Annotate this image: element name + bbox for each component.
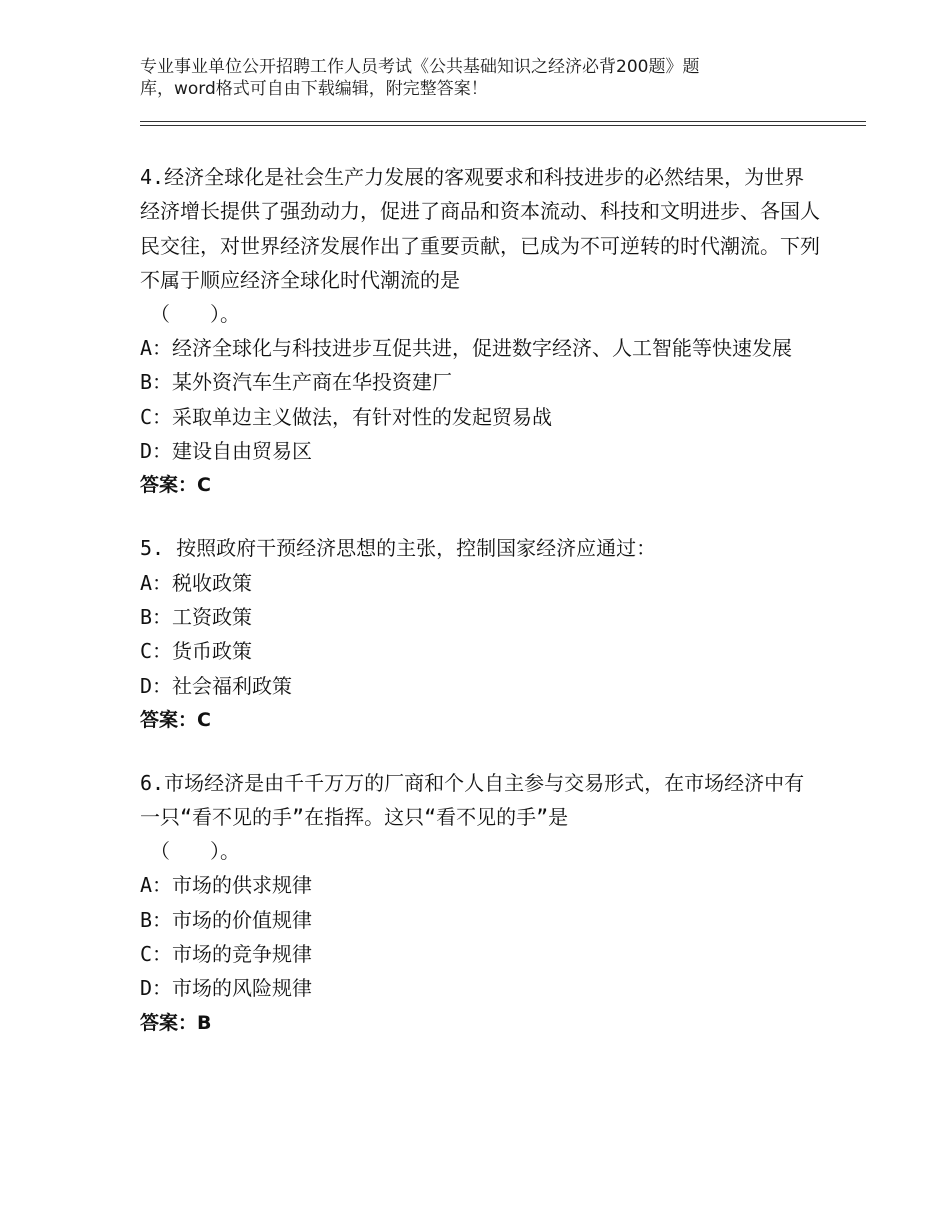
question-5	[140, 531, 820, 736]
option-b: B：市场的价值规律	[140, 907, 313, 932]
header-title-line-2: 库，word格式可自由下载编辑，附完整答案！	[140, 79, 488, 99]
header-title-line-1: 专业事业单位公开招聘工作人员考试《公共基础知识之经济必背200题》题	[140, 57, 700, 77]
option-d: D：社会福利政策	[140, 673, 293, 698]
question-list	[140, 160, 820, 1069]
header-divider-bottom	[140, 125, 866, 126]
answer-key: 答案：C	[140, 474, 211, 497]
option-d: D：市场的风险规律	[140, 976, 313, 1001]
answer-key: 答案：C	[140, 708, 211, 731]
header-divider-top	[140, 121, 866, 122]
option-c: C：货币政策	[140, 639, 253, 664]
option-b: B：工资政策	[140, 604, 253, 629]
question-6	[140, 766, 820, 1040]
question-stem: 5. 按照政府干预经济思想的主张，控制国家经济应通过：	[140, 536, 657, 561]
option-c: C：市场的竞争规律	[140, 942, 313, 967]
option-c: C：采取单边主义做法，有针对性的发起贸易战	[140, 404, 553, 429]
option-b: B：某外资汽车生产商在华投资建厂	[140, 370, 453, 395]
option-a: A：税收政策	[140, 570, 253, 595]
option-a: A：经济全球化与科技进步互促共进，促进数字经济、人工智能等快速发展	[140, 336, 793, 361]
answer-blank: （ ）。	[150, 302, 240, 327]
question-stem: 6.市场经济是由千千万万的厂商和个人自主参与交易形式，在市场经济中有一只“看不见的手”在指挥。这只“看不见的手”是	[140, 770, 805, 830]
answer-key: 答案：B	[140, 1011, 212, 1034]
question-4	[140, 160, 820, 502]
answer-blank: （ ）。	[150, 839, 240, 864]
question-stem: 4.经济全球化是社会生产力发展的客观要求和科技进步的必然结果，为世界经济增长提供了强劲动力，促进了商品和资本流动、科技和文明进步、各国人民交往，对世界经济发展作出了重要贡献，已成为不可逆转的时代潮流。下列不属于顺应经济全球化时代潮流的是	[140, 165, 820, 292]
document-header	[140, 56, 840, 100]
option-d: D：建设自由贸易区	[140, 439, 313, 464]
option-a: A：市场的供求规律	[140, 873, 313, 898]
